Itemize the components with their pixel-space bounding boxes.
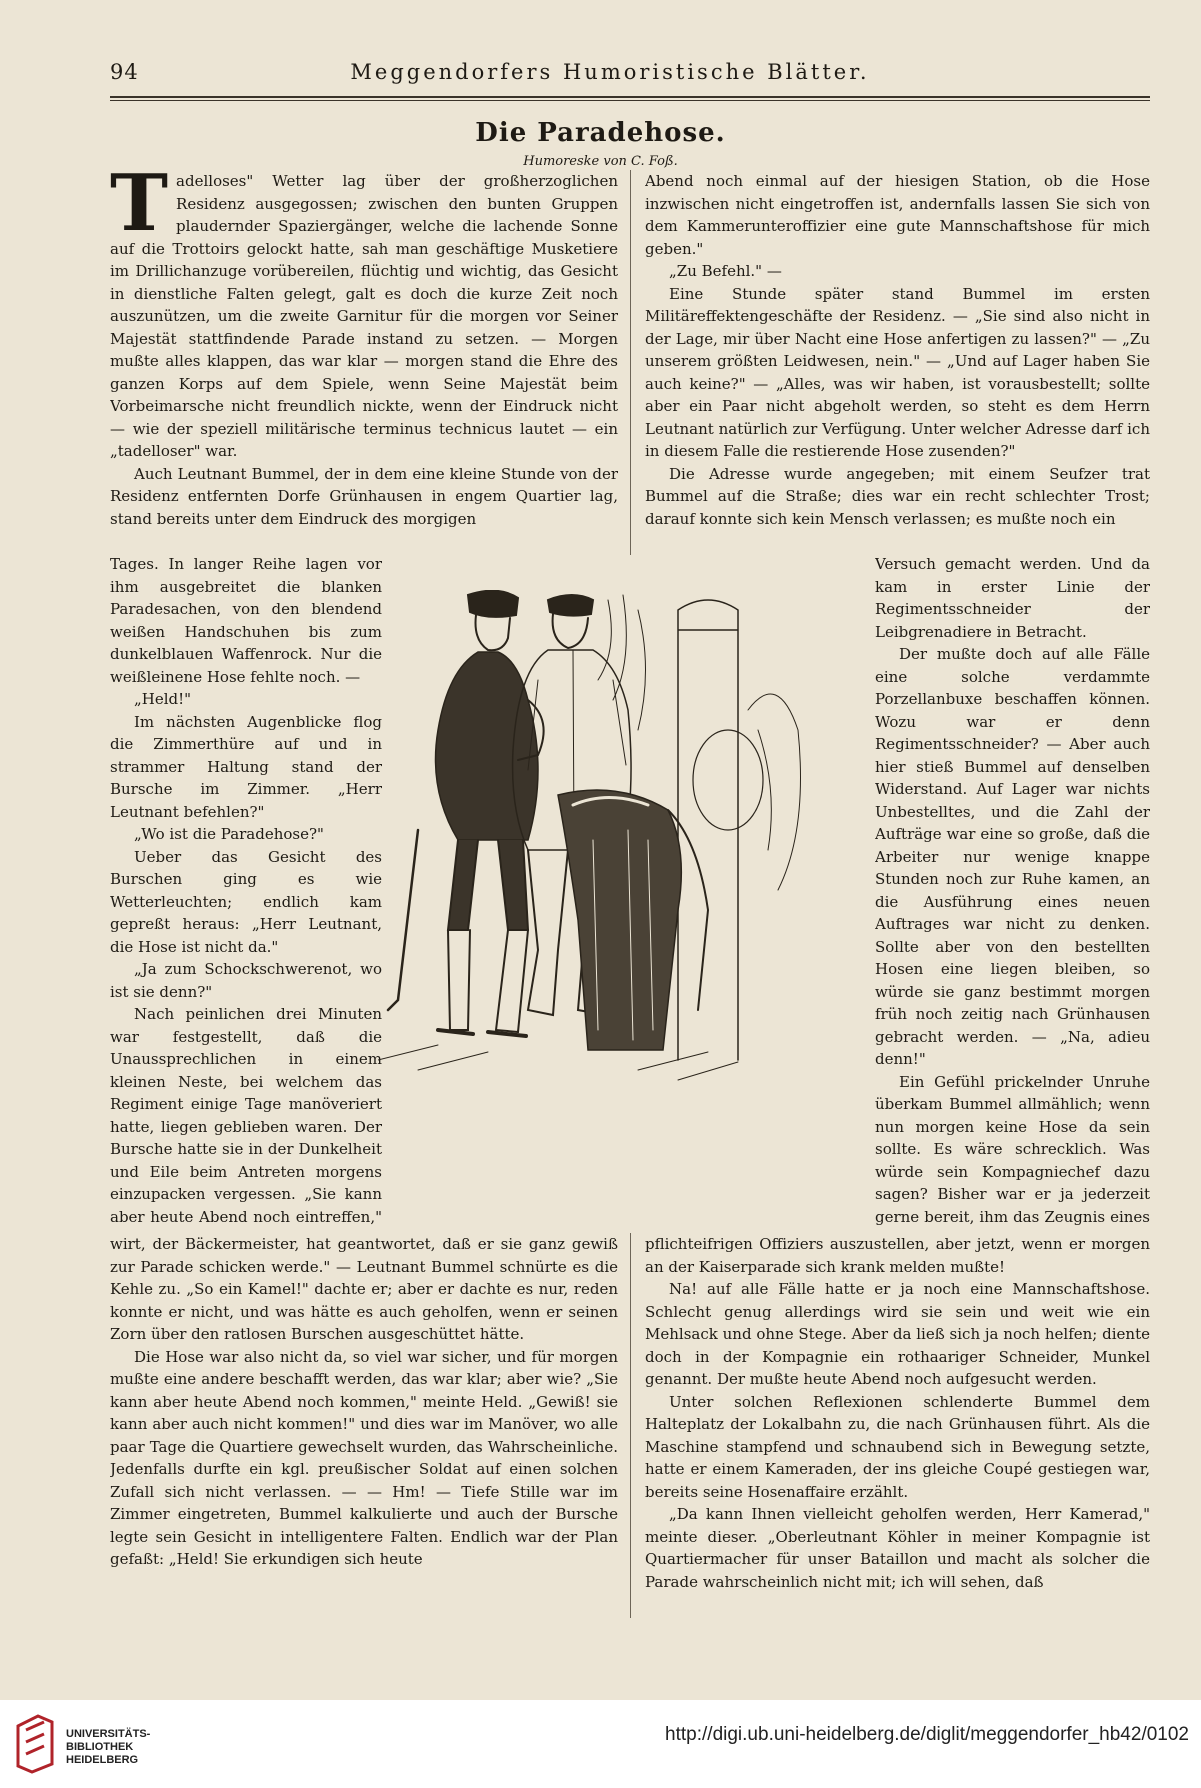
university-library-logo-icon	[14, 1712, 56, 1774]
permalink-url[interactable]: http://digi.ub.uni-heidelberg.de/diglit/meggendorfer_hb42/0102	[665, 1724, 1189, 1745]
paragraph: Die Adresse wurde angegeben; mit einem Seufzer trat Bummel auf die Straße; dies war ein recht schlechter Trost; darauf konnte sich kein Mensch verlassen; es mußte noch ein	[645, 464, 1150, 528]
right-column-top	[645, 170, 1150, 555]
paragraph: Im nächsten Augenblicke flog die Zimmerthüre auf und in strammer Haltung stand der Bursche im Zimmer. „Herr Leutnant befehlen?"	[110, 712, 382, 821]
left-column-top	[110, 170, 618, 555]
paragraph: Tages. In langer Reihe lagen vor ihm ausgebreitet die blanken Paradesachen, von den blendend weißen Handschuhen bis zum dunkelblauen Waffenrock. Nur die weißleinene Hose fehlte noch. —	[110, 555, 382, 686]
article-title: Die Paradehose.	[475, 118, 726, 148]
library-name: UNIVERSITÄTS- BIBLIOTHEK HEIDELBERG	[66, 1728, 151, 1766]
running-header	[110, 60, 1110, 92]
paragraph: Na! auf alle Fälle hatte er ja noch eine Mannschaftshose. Schlecht genug allerdings wird sie sein und weit wie ein Mehlsack und ohne Stege. Aber da ließ sich ja noch helfen; diente doch in der Kompagnie ein rothaariger Schneider, Munkel genannt. Der mußte heute Abend noch aufgesucht werden.	[645, 1280, 1150, 1388]
paragraph: „Held!"	[134, 690, 192, 708]
paragraph: Auch Leutnant Bummel, der in dem eine kleine Stunde von der Residenz entfernten Dorfe Grünhausen in engem Quartier lag, stand bereits unter dem Eindruck des morgigen	[110, 464, 618, 528]
page-number: 94	[110, 60, 139, 84]
paragraph: „Da kann Ihnen vielleicht geholfen werden, Herr Kamerad," meinte dieser. „Oberleutnant Köhler in meiner Kompagnie ist Quartiermacher für unser Bataillon und macht als solcher die Parade wahrscheinlich nicht mit; ich will sehen, daß	[645, 1505, 1150, 1591]
paragraph: Eine Stunde später stand Bummel im ersten Militäreffektengeschäfte der Residenz. — „Sie sind also nicht in der Lage, mir über Nacht eine Hose anfertigen zu lassen?" — „Zu unserem größten Leidwesen, nein." — „Und auf Lager haben Sie auch keine?" — „Alles, was wir haben, ist vorausbestellt; sollte aber ein Paar nicht abgeholt werden, so steht es dem Herrn Leutnant natürlich zur Verfügung. Unter welcher Adresse darf ich in diesem Falle die restierende Hose zusenden?"	[645, 284, 1150, 460]
right-column-narrow	[875, 553, 1150, 1230]
column-divider-bottom	[630, 1233, 631, 1618]
left-column-bottom	[110, 1233, 618, 1618]
header-rule	[110, 96, 1150, 98]
paragraph: Unter solchen Reflexionen schlenderte Bummel dem Halteplatz der Lokalbahn zu, die nach Grünhausen führt. Als die Maschine stampfend und schnaubend sich in Bewegung setzte, hatte er einem Kameraden, der ins gleiche Coupé gestiegen war, bereits seine Hosenaffaire erzählt.	[645, 1392, 1150, 1501]
paragraph: wirt, der Bäckermeister, hat geantwortet, daß er sie ganz gewiß zur Parade schicken werde." — Leutnant Bummel schnürte es die Kehle zu. „So ein Kamel!" dachte er; aber er dachte es nur, reden konnte er nicht, und was hätte es auch geholfen, wenn er seinen Zorn über den ratlosen Burschen ausgeschüttet hätte.	[110, 1235, 618, 1343]
drop-cap: T	[110, 170, 169, 249]
viewer-footer	[0, 1700, 1201, 1788]
paragraph: „Zu Befehl." —	[669, 262, 782, 280]
illustration-lieutenant-and-orderly	[378, 590, 870, 1220]
paragraph: Abend noch einmal auf der hiesigen Station, ob die Hose inzwischen nicht eingetroffen ist, andernfalls lassen Sie sich von dem Kammerunteroffizier eine gute Mannschaftshose für mich geben."	[645, 172, 1150, 258]
paragraph: „Ja zum Schockschwerenot, wo ist sie denn?"	[110, 960, 382, 1001]
journal-title: Meggendorfers Humoristische Blätter.	[350, 60, 870, 84]
left-column-narrow	[110, 553, 382, 1230]
paragraph: Die Hose war also nicht da, so viel war sicher, und für morgen mußte eine andere beschafft werden, das war klar; aber wie? „Sie kann aber heute Abend noch kommen," meinte Held. „Gewiß! sie kann aber auch nicht kommen!" und dies war im Manöver, wo alle paar Tage die Quartiere gewechselt wurden, das Wahrscheinliche. Jedenfalls durfte ein kgl. preußischer Soldat auf einen solchen Zufall sich nicht verlassen. — — Hm! — Tiefe Stille war im Zimmer eingetreten, Bummel kalkulierte und auch der Bursche legte sein Gesicht in intelligentere Falten. Endlich war der Plan gefaßt: „Held! Sie erkundigen sich heute	[110, 1347, 618, 1568]
paragraph: Ueber das Gesicht des Burschen ging es wie Wetterleuchten; endlich kam gepreßt heraus: „Herr Leutnant, die Hose ist nicht da."	[110, 847, 382, 956]
article-byline: Humoreske von C. Foß.	[523, 154, 678, 169]
column-divider	[630, 170, 631, 555]
right-column-bottom	[645, 1233, 1150, 1618]
header-rule-thin	[110, 100, 1150, 101]
paragraph: Der mußte doch auf alle Fälle eine solche verdammte Porzellanbuxe beschaffen können. Wozu war er denn Regimentsschneider? — Aber auch hier stieß Bummel auf denselben Widerstand. Auf Lager war nichts Unbestelltes, und die Zahl der Aufträge war eine so große, daß die Arbeiter nur wenige knappe Stunden noch zur Ruhe kamen, an die Ausführung eines neuen Auftrages war nicht zu denken. Sollte aber von den bestellten Hosen eine liegen bleiben, so würde sie ganz bestimmt morgen früh noch zeitig nach Grünhausen gebracht werden. — „Na, adieu denn!"	[875, 645, 1150, 1068]
paragraph: pflichteifrigen Offiziers auszustellen, aber jetzt, wenn er morgen an der Kaiserparade sich krank melden mußte!	[645, 1235, 1150, 1276]
paragraph: adelloses" Wetter lag über der großherzoglichen Residenz ausgegossen; zwischen den bunten Gruppen plaudernder Spaziergänger, welche die lachende Sonne auf die Trottoirs gelockt hatte, sah man geschäftige Musketiere im Drillichanzuge vorübereilen, flüchtig und wichtig, das Gesicht in dienstliche Falten gelegt, galt es doch die kurze Zeit noch auszunützen, um die zweite Garnitur für die morgen vor Seiner Majestät stattfindende Parade instand zu setzen. — Morgen mußte alles klappen, das war klar — morgen stand die Ehre des ganzen Korps auf dem Spiele, wenn Seine Majestät beim Vorbeimarsche nicht freundlich nickte, wenn der Eindruck nicht — wie der speziell militärische terminus technicus lautet — ein „tadelloser" war.	[110, 172, 618, 460]
paragraph: Ein Gefühl prickelnder Unruhe überkam Bummel allmählich; wenn nun morgen keine Hose da sein sollte. Es wäre schrecklich. Was würde sein Kompagniechef dazu sagen? Bisher war er ja jederzeit gerne bereit, ihm das Zeugnis eines	[875, 1072, 1150, 1226]
paragraph: Nach peinlichen drei Minuten war festgestellt, daß die Unaussprechlichen in einem kleinen Neste, bei welchem das Regiment einige Tage manöveriert hatte, liegen geblieben waren. Der Bursche hatte sie in der Dunkelheit und Eile beim Antreten morgens einzupacken vergessen. „Sie kann aber heute Abend noch eintreffen,"	[110, 1005, 382, 1226]
paragraph: „Wo ist die Paradehose?"	[134, 825, 324, 843]
paragraph: Versuch gemacht werden. Und da kam in erster Linie der Regimentsschneider der Leibgrenadiere in Betracht.	[875, 555, 1150, 641]
